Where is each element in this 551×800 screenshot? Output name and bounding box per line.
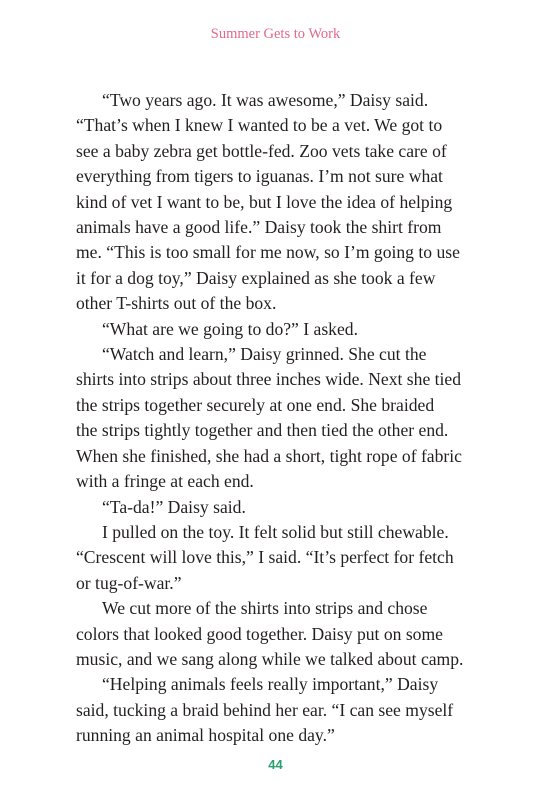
paragraph: “Helping animals feels really important,” Daisy said, tucking a braid behind her ear. “I can see myself running an animal hospital one day.” [76, 674, 454, 746]
running-head: Summer Gets to Work [210, 26, 341, 42]
paragraph: “Two years ago. It was awesome,” Daisy said. “That’s when I knew I wanted to be a vet. We got to see a baby zebra get bottle-fed. Zoo vets take care of everything from tigers to iguanas. I’m not sure what kind of vet I want to be, but I love the idea of helping animals have a good life.” Daisy took the shirt from me. “This is too small for me now, so I’m going to use it for a dog toy,” Daisy explained as she took a few other T-shirts out of the box. [76, 90, 460, 314]
paragraph: “Ta-da!” Daisy said. [102, 496, 246, 517]
paragraph: I pulled on the toy. It felt solid but still chewable. “Crescent will love this,” I said. “It’s perfect for fetch or tug-of-war.” [76, 521, 454, 593]
page-number: 44 [268, 757, 283, 772]
paragraph: We cut more of the shirts into strips and chose colors that looked good together. Daisy put on some music, and we sang along while we talked about camp. [76, 598, 464, 669]
paragraph: “What are we going to do?” I asked. [102, 318, 358, 339]
body-text [76, 88, 522, 749]
paragraph: “Watch and learn,” Daisy grinned. She cut the shirts into strips about three inches wide. Next she tied the strips together securely at one end. She braided the strips tightly together and then tied the other end. When she finished, she had a short, tight rope of fabric with a fringe at each end. [76, 344, 462, 492]
